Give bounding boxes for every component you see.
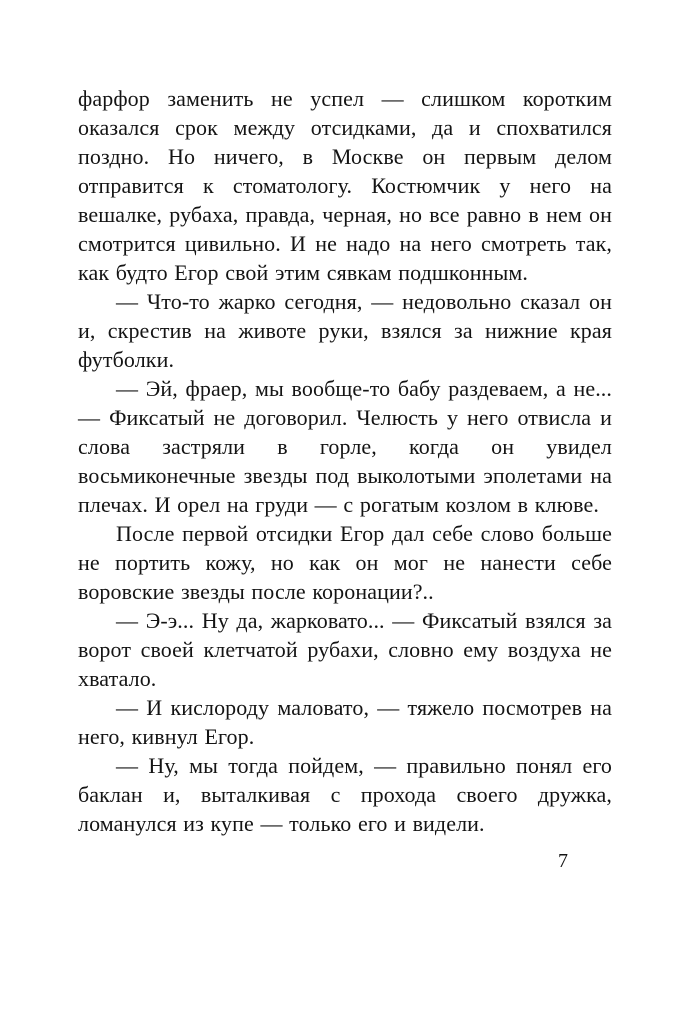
paragraph-dialogue: — Э-э... Ну да, жарковато... — Фиксатый взялся за ворот своей клетчатой рубахи, словно ему воздуха не хватало.	[78, 608, 612, 691]
paragraph-narration: После первой отсидки Егор дал себе слово больше не портить кожу, но как он мог не нанести себе воровские звезды после коронации?..	[78, 521, 612, 604]
text-block	[78, 84, 612, 838]
paragraph-continuation: фарфор заменить не успел — слишком коротким оказался срок между отсидками, да и спохватился поздно. Но ничего, в Москве он первым делом отправится к стоматологу. Костюмчик у него на вешалке, рубаха, правда, черная, но все равно в нем он смотрится цивильно. И не надо на него смотреть так, как будто Егор свой этим сявкам подшконным.	[78, 86, 612, 285]
paragraph-dialogue: — Эй, фраер, мы вообще-то бабу раздеваем, а не... — Фиксатый не договорил. Челюсть у него отвисла и слова застряли в горле, когда он увидел восьмиконечные звезды под выколотыми эполетами на плечах. И орел на груди — с рогатым козлом в клюве.	[78, 376, 612, 517]
paragraph-dialogue: — Ну, мы тогда пойдем, — правильно понял его баклан и, выталкивая с прохода своего дружка, ломанулся из купе — только его и видели.	[78, 753, 612, 836]
page-number: 7	[558, 850, 568, 872]
paragraph-dialogue: — И кислороду маловато, — тяжело посмотрев на него, кивнул Егор.	[78, 695, 612, 749]
paragraph-dialogue: — Что-то жарко сегодня, — недовольно сказал он и, скрестив на животе руки, взялся за нижние края футболки.	[78, 289, 612, 372]
